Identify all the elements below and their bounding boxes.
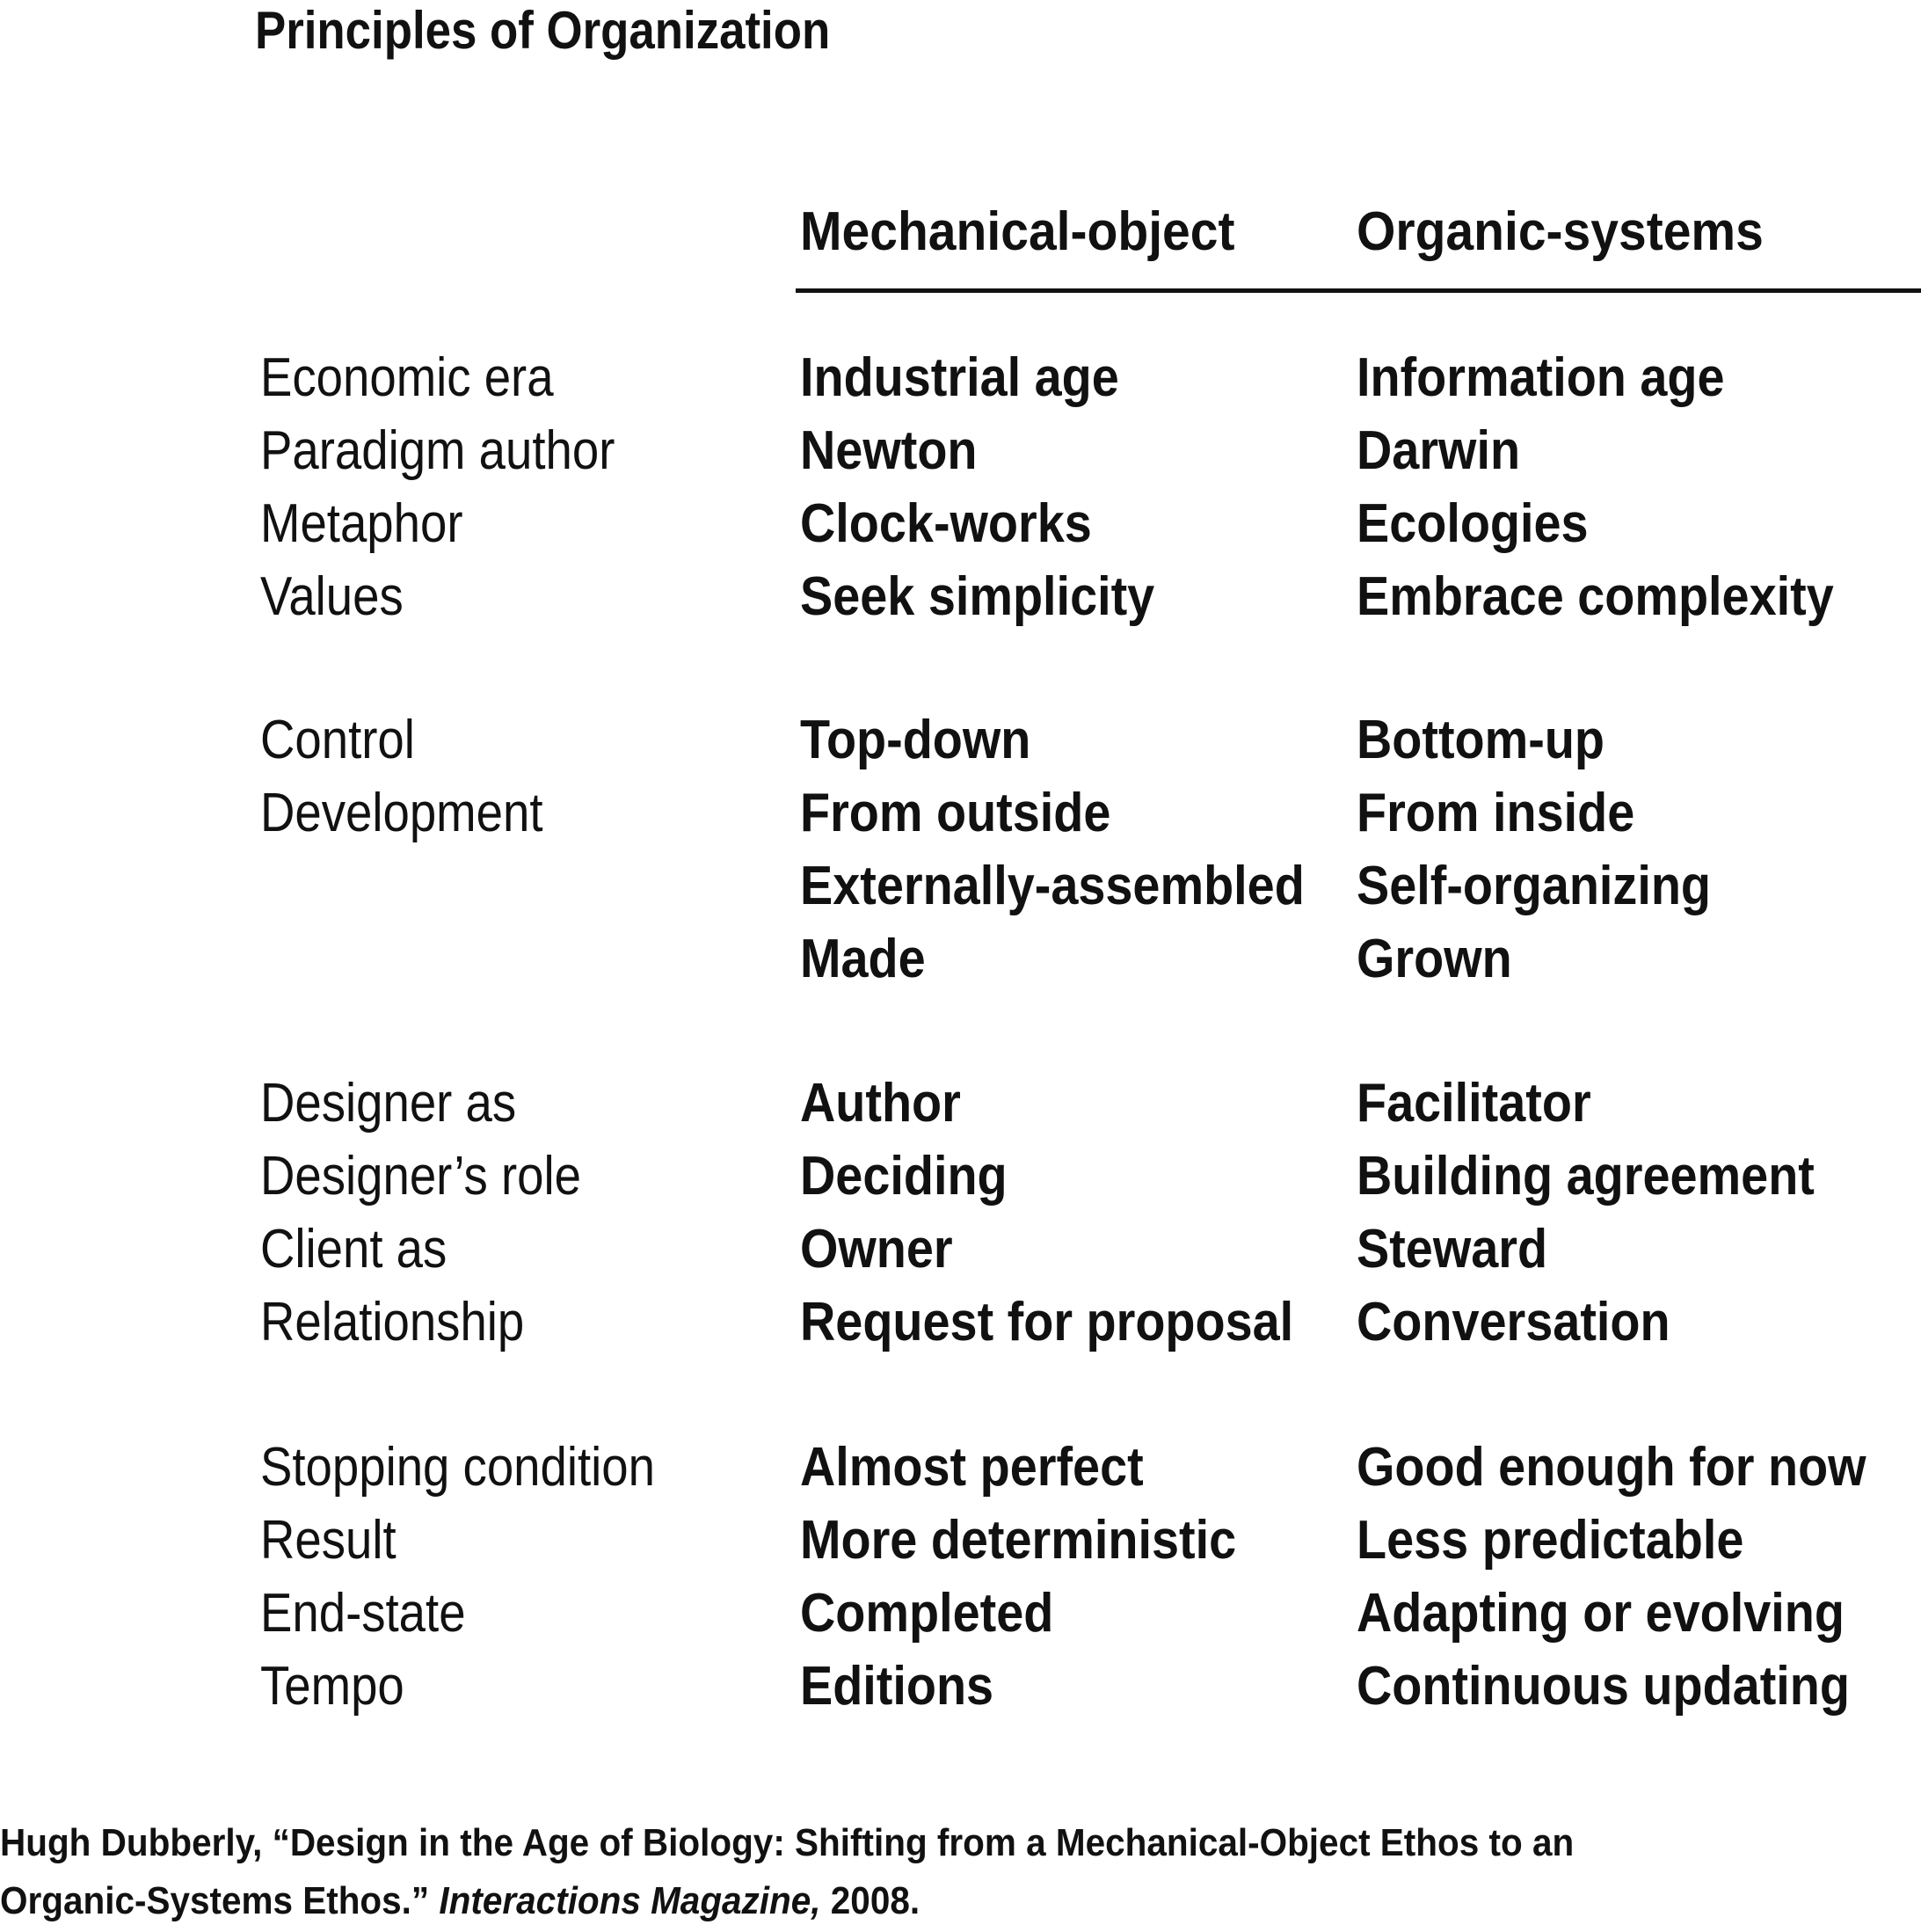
citation-line-2 <box>0 1872 1767 1930</box>
header-divider <box>796 288 1921 293</box>
row-label: Metaphor <box>260 493 463 554</box>
organic-systems-value: Conversation <box>1357 1292 1670 1352</box>
row-label: Control <box>260 710 415 770</box>
organic-systems-value: Darwin <box>1357 420 1521 481</box>
citation-line-1: Hugh Dubberly, “Design in the Age of Biology: Shifting from a Mechanical-Object Ethos to an <box>0 1821 1575 1864</box>
row-label: Economic era <box>260 347 554 408</box>
mechanical-object-value: From outside <box>800 783 1111 843</box>
mechanical-object-value: Editions <box>800 1656 994 1717</box>
table-row <box>0 776 1921 849</box>
row-label: Paradigm author <box>260 420 615 481</box>
row-label: Designer as <box>260 1073 517 1134</box>
mechanical-object-value: Author <box>800 1073 961 1134</box>
citation <box>0 1814 1921 1930</box>
row-label: Tempo <box>260 1656 404 1717</box>
table-row <box>0 1504 1921 1577</box>
table-row <box>0 1577 1921 1650</box>
organic-systems-value: Ecologies <box>1357 493 1589 554</box>
organic-systems-value: Self-organizing <box>1357 856 1712 916</box>
organic-systems-value: Building agreement <box>1357 1146 1815 1207</box>
organic-systems-value: Steward <box>1357 1219 1548 1279</box>
mechanical-object-value: Request for proposal <box>800 1292 1294 1352</box>
mechanical-object-value: Top-down <box>800 710 1031 770</box>
organic-systems-value: Facilitator <box>1357 1073 1591 1134</box>
citation-journal: Interactions Magazine, <box>439 1879 821 1922</box>
citation-line-2-prefix: Organic-Systems Ethos.” <box>0 1879 440 1922</box>
row-label: Development <box>260 783 543 843</box>
table-row <box>0 922 1921 995</box>
mechanical-object-value: Owner <box>800 1219 953 1279</box>
table-row <box>0 1431 1921 1504</box>
mechanical-object-value: Almost perfect <box>800 1437 1144 1498</box>
organic-systems-value: Grown <box>1357 929 1512 989</box>
table-row <box>0 1140 1921 1213</box>
table-row <box>0 487 1921 560</box>
table-row <box>0 1213 1921 1286</box>
row-label: Relationship <box>260 1292 525 1352</box>
organic-systems-value: Information age <box>1357 347 1725 408</box>
organic-systems-value: Less predictable <box>1357 1510 1744 1571</box>
organic-systems-value: Bottom-up <box>1357 710 1605 770</box>
row-label: Client as <box>260 1219 448 1279</box>
table-row <box>0 341 1921 414</box>
organic-systems-value: Embrace complexity <box>1357 566 1834 627</box>
table-row <box>0 414 1921 487</box>
mechanical-object-value: Made <box>800 929 926 989</box>
organic-systems-value: From inside <box>1357 783 1635 843</box>
organic-systems-value: Good enough for now <box>1357 1437 1866 1498</box>
mechanical-object-value: Industrial age <box>800 347 1119 408</box>
row-label: Designer’s role <box>260 1146 581 1207</box>
row-label: Values <box>260 566 404 627</box>
table-row <box>0 560 1921 633</box>
row-label: Result <box>260 1510 397 1571</box>
mechanical-object-value: Clock-works <box>800 493 1092 554</box>
table-row <box>0 1067 1921 1140</box>
page-title: Principles of Organization <box>255 1 831 60</box>
mechanical-object-value: Seek simplicity <box>800 566 1155 627</box>
table-row <box>0 1650 1921 1723</box>
column-header-mechanical-object: Mechanical-object <box>800 201 1235 262</box>
table-row <box>0 849 1921 922</box>
row-label: End-state <box>260 1583 466 1644</box>
table-row <box>0 1286 1921 1359</box>
mechanical-object-value: Completed <box>800 1583 1054 1644</box>
table-row <box>0 704 1921 776</box>
mechanical-object-value: Externally-assembled <box>800 856 1305 916</box>
mechanical-object-value: Deciding <box>800 1146 1008 1207</box>
organic-systems-value: Continuous updating <box>1357 1656 1850 1717</box>
mechanical-object-value: Newton <box>800 420 978 481</box>
mechanical-object-value: More deterministic <box>800 1510 1237 1571</box>
organic-systems-value: Adapting or evolving <box>1357 1583 1845 1644</box>
citation-line-2-suffix: 2008. <box>820 1879 920 1922</box>
column-header-organic-systems: Organic-systems <box>1357 201 1764 262</box>
row-label: Stopping condition <box>260 1437 655 1498</box>
